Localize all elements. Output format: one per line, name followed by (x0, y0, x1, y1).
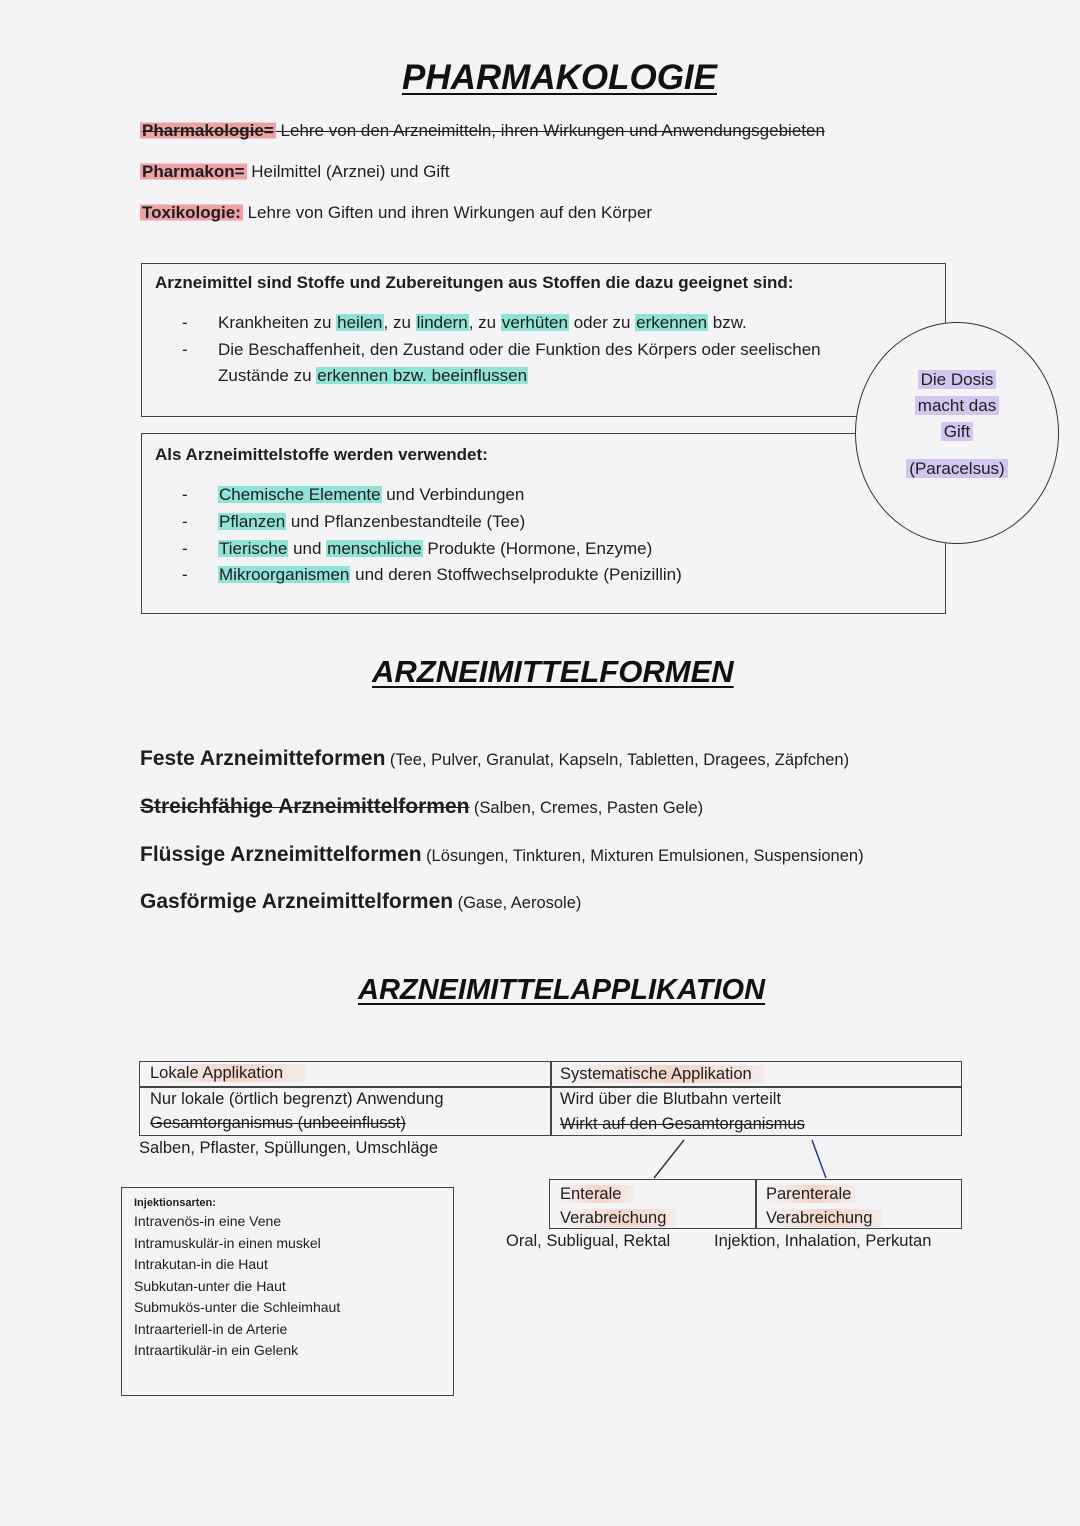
systemic-header: Systematische Applikation (560, 1065, 764, 1084)
list-item: - Tierische und menschliche Produkte (Hormone, Enzyme) (182, 539, 653, 558)
branch-line-enteral (654, 1140, 684, 1178)
section-title-application: ARZNEIMITTELAPPLIKATION (358, 974, 766, 1006)
enteral-label: Enterale Verabreichung (560, 1182, 676, 1230)
definition-pharmakologie (140, 121, 825, 141)
form-solid: Feste Arzneimitteformen (Tee, Pulver, Granulat, Kapseln, Tabletten, Dragees, Zäpfchen) (140, 747, 850, 770)
list-item: Subkutan-unter die Haut (134, 1277, 286, 1294)
list-item: Intrakutan-in die Haut (134, 1256, 268, 1272)
form-spreadable: Streichfähige Arzneimittelformen (Salben, Cremes, Pasten Gele) (140, 795, 704, 818)
injection-heading: Injektionsarten: (134, 1197, 216, 1209)
local-header: Lokale Applikation (150, 1064, 305, 1083)
definition-pharmakon (140, 162, 450, 182)
definition-term: Pharmakologie= (142, 121, 274, 140)
application-table (139, 1061, 962, 1136)
form-liquid: Flüssige Arzneimittelformen (Lösungen, Tinkturen, Mixturen Emulsionen, Suspensionen) (140, 843, 864, 866)
injection-list (134, 1211, 340, 1362)
list-item: - Pflanzen und Pflanzenbestandteile (Tee) (182, 512, 526, 531)
injection-types-box (121, 1187, 454, 1396)
quote-text: Die Dosis macht das Gift (856, 367, 1058, 445)
branch-lines (640, 1136, 840, 1182)
list-item: Intraartikulär-in ein Gelenk (134, 1342, 299, 1358)
medicine-substances-box (141, 433, 946, 614)
section-title-forms: ARZNEIMITTELFORMEN (372, 654, 734, 689)
list-item: Intravenös-in eine Vene (134, 1213, 282, 1229)
administration-box (549, 1179, 962, 1229)
quote-source: (Paracelsus) (856, 459, 1058, 479)
enteral-examples: Oral, Subligual, Rektal (506, 1232, 671, 1250)
list-item: - Die Beschaffenheit, den Zustand oder die Funktion des Körpers oder seelischen (182, 340, 821, 359)
definition-toxikologie (140, 203, 652, 223)
branch-line-parenteral (812, 1140, 826, 1178)
list-item: - Chemische Elemente und Verbindungen (182, 485, 525, 504)
list-item: Intramuskulär-in einen muskel (134, 1234, 321, 1251)
definition-term: Pharmakon= (142, 162, 245, 181)
box-heading: Arzneimittel sind Stoffe und Zubereitungen aus Stoffen die dazu geeignet sind: (155, 273, 794, 292)
local-row: Nur lokale (örtlich begrenzt) Anwendung (150, 1090, 444, 1108)
medicine-definition-box (141, 263, 946, 417)
definition-text: Heilmittel (Arznei) und Gift (246, 162, 450, 181)
systemic-row: Wird über die Blutbahn verteilt (560, 1090, 782, 1108)
list-item-continuation: Zustände zu erkennen bzw. beeinflussen (218, 366, 528, 385)
local-row: Gesamtorganismus (unbeeinflusst) (150, 1114, 406, 1132)
definition-term: Toxikologie: (142, 203, 241, 222)
paracelsus-quote-circle (855, 322, 1059, 544)
box-divider (755, 1180, 757, 1228)
systemic-row: Wirkt auf den Gesamtorganismus (560, 1115, 805, 1133)
list-item: - Krankheiten zu heilen, zu lindern, zu verhüten oder zu erkennen bzw. (182, 313, 747, 332)
definition-text: Lehre von Giften und ihren Wirkungen auf den Körper (242, 203, 653, 222)
list-item: Intraarteriell-in de Arterie (134, 1320, 288, 1337)
definition-text: Lehre von den Arzneimitteln, ihren Wirkungen und Anwendungsgebieten (275, 121, 825, 140)
table-divider (550, 1062, 552, 1135)
list-item: Submukös-unter die Schleimhaut (134, 1299, 341, 1315)
list-item: - Mikroorganismen und deren Stoffwechselprodukte (Penizillin) (182, 565, 682, 584)
parenteral-examples: Injektion, Inhalation, Perkutan (714, 1232, 932, 1250)
form-gaseous: Gasförmige Arzneimittelformen (Gase, Aerosole) (140, 890, 582, 913)
local-examples: Salben, Pflaster, Spüllungen, Umschläge (139, 1139, 439, 1157)
parenteral-label: Parenterale Verabreichung (766, 1182, 882, 1230)
table-divider (140, 1086, 961, 1088)
page-title: PHARMAKOLOGIE (402, 58, 717, 97)
box-heading: Als Arzneimittelstoffe werden verwendet: (155, 445, 488, 464)
